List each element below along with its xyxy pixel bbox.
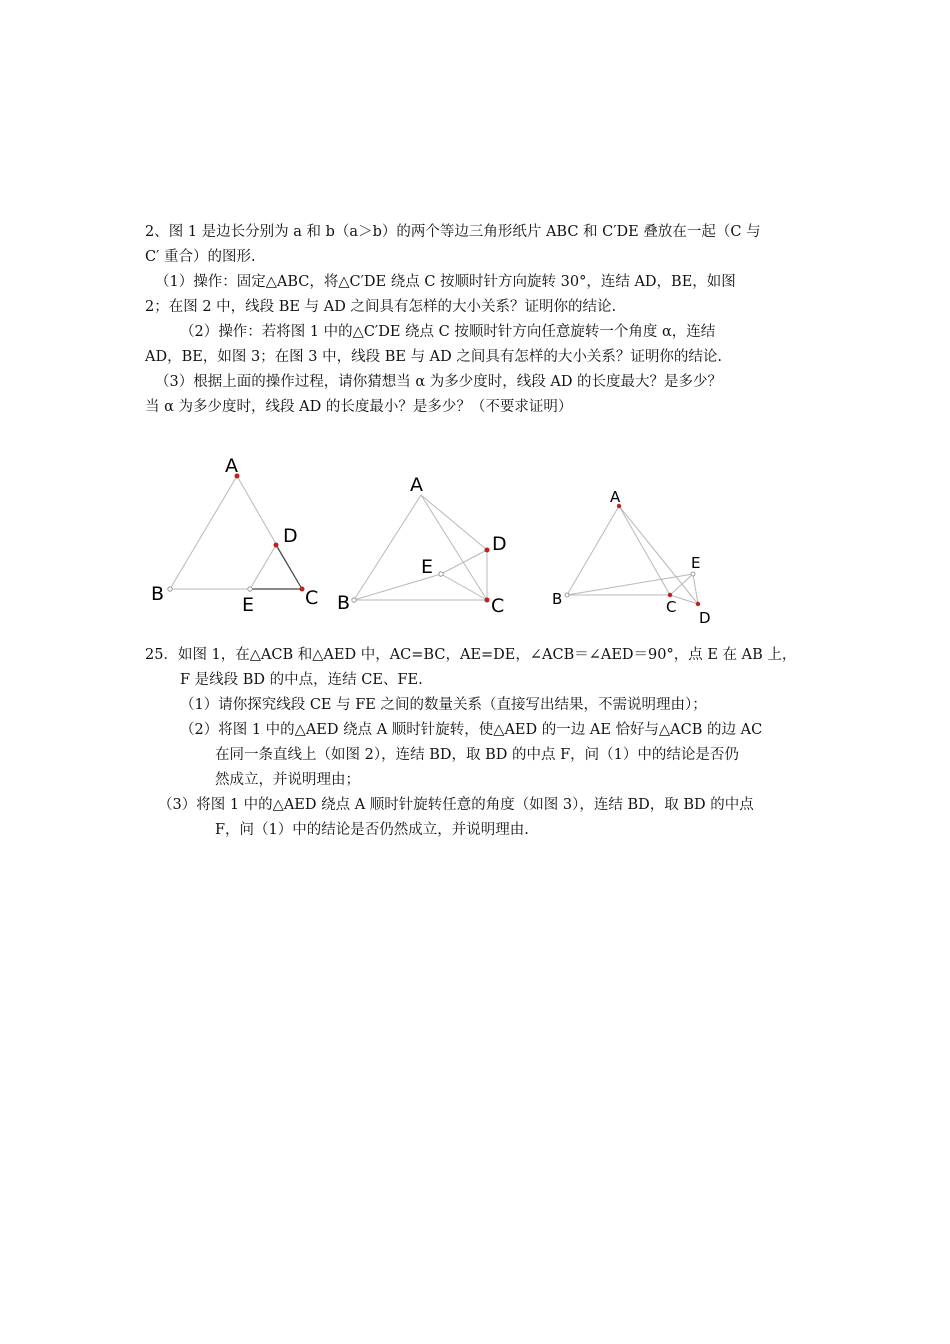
- problem2-q2-line1: （2）操作：若将图 1 中的△C′DE 绕点 C 按顺时针方向任意旋转一个角度 α，连结: [180, 324, 716, 340]
- fig3-label-c: C: [666, 598, 677, 616]
- fig3-label-d: D: [699, 609, 711, 627]
- problem25-q1: （1）请你探究线段 CE 与 FE 之间的数量关系（直接写出结果，不需说明理由）；: [180, 697, 707, 713]
- fig2-point-c: [485, 598, 490, 603]
- fig1-edge-dc: [276, 545, 302, 589]
- fig3-point-b: [565, 593, 569, 597]
- fig2-point-b: [352, 598, 356, 602]
- fig3-point-e: [691, 572, 695, 576]
- fig2-edge-ed: [441, 550, 487, 574]
- fig3-edge-ab: [567, 506, 619, 595]
- fig3-point-c: [668, 593, 672, 597]
- fig2-label-e: E: [421, 556, 434, 578]
- problem2-line2: C′ 重合）的图形.: [145, 249, 256, 265]
- fig1-point-b: [168, 587, 172, 591]
- figure-3: [552, 488, 711, 627]
- problem25-line2: F 是线段 BD 的中点，连结 CE、FE.: [180, 672, 423, 688]
- fig1-point-c: [300, 587, 305, 592]
- problem25-q2-line3: 然成立，并说明理由；: [215, 772, 360, 788]
- fig3-edge-ad: [619, 506, 701, 604]
- fig3-label-a: A: [610, 488, 621, 506]
- problem2-q1-line2: 2；在图 2 中，线段 BE 与 AD 之间具有怎样的大小关系？证明你的结论.: [145, 299, 617, 315]
- fig3-label-e: E: [691, 554, 701, 572]
- fig1-label-e: E: [242, 594, 255, 616]
- fig1-label-b: B: [151, 583, 165, 605]
- fig2-label-b: B: [337, 592, 351, 614]
- fig1-edge-ab: [170, 476, 237, 589]
- fig2-edge-ad: [421, 495, 487, 550]
- fig3-label-b: B: [552, 590, 563, 608]
- problem25-line1: 25．如图 1，在△ACB 和△AED 中，AC=BC，AE=DE，∠ACB＝∠AED＝90°，点 E 在 AB 上，: [145, 647, 797, 663]
- fig1-point-d: [274, 543, 279, 548]
- fig2-edge-ec: [441, 574, 487, 600]
- fig2-edge-ab: [354, 495, 421, 600]
- fig1-label-c: C: [305, 587, 319, 609]
- figure-2: [337, 474, 507, 617]
- fig2-edge-ac: [421, 495, 487, 600]
- problem25-q2-line2: 在同一条直线上（如图 2），连结 BD，取 BD 的中点 F，问（1）中的结论是否仍: [215, 747, 739, 763]
- figures-row: [0, 440, 950, 640]
- problem2-q3-line1: （3）根据上面的操作过程，请你猜想当 α 为多少度时，线段 AD 的长度最大？是多少？: [155, 374, 723, 390]
- figure-1: [151, 455, 318, 616]
- problem2-q3-line2: 当 α 为多少度时，线段 AD 的长度最小？是多少？（不要求证明）: [145, 399, 573, 415]
- problem2-q1-line1: （1）操作：固定△ABC，将△C′DE 绕点 C 按顺时针方向旋转 30°，连结 AD，BE，如图: [155, 274, 736, 290]
- problem25-q3-line2: F，问（1）中的结论是否仍然成立，并说明理由.: [215, 822, 529, 838]
- fig2-label-d: D: [492, 533, 507, 555]
- problem2-line1: 2、图 1 是边长分别为 a 和 b（a＞b）的两个等边三角形纸片 ABC 和 C′DE 叠放在一起（C 与: [145, 224, 761, 240]
- problem2-q2-line2: AD，BE，如图 3；在图 3 中，线段 BE 与 AD 之间具有怎样的大小关系？证明你的结论.: [145, 349, 722, 365]
- fig3-point-d: [696, 602, 700, 606]
- fig2-point-e: [439, 572, 443, 576]
- fig2-label-a: A: [410, 474, 423, 496]
- problem25-q3-line1: （3）将图 1 中的△AED 绕点 A 顺时针旋转任意的角度（如图 3），连结 BD，取 BD 的中点: [158, 797, 754, 813]
- fig2-label-c: C: [491, 595, 505, 617]
- fig1-label-d: D: [283, 525, 298, 547]
- fig1-edge-ed: [250, 545, 276, 589]
- fig2-point-d: [485, 548, 490, 553]
- fig1-point-e: [248, 587, 252, 591]
- fig1-label-a: A: [225, 455, 238, 477]
- problem25-q2-line1: （2）将图 1 中的△AED 绕点 A 顺时针旋转，使△AED 的一边 AE 恰好与△ACB 的边 AC: [180, 722, 763, 738]
